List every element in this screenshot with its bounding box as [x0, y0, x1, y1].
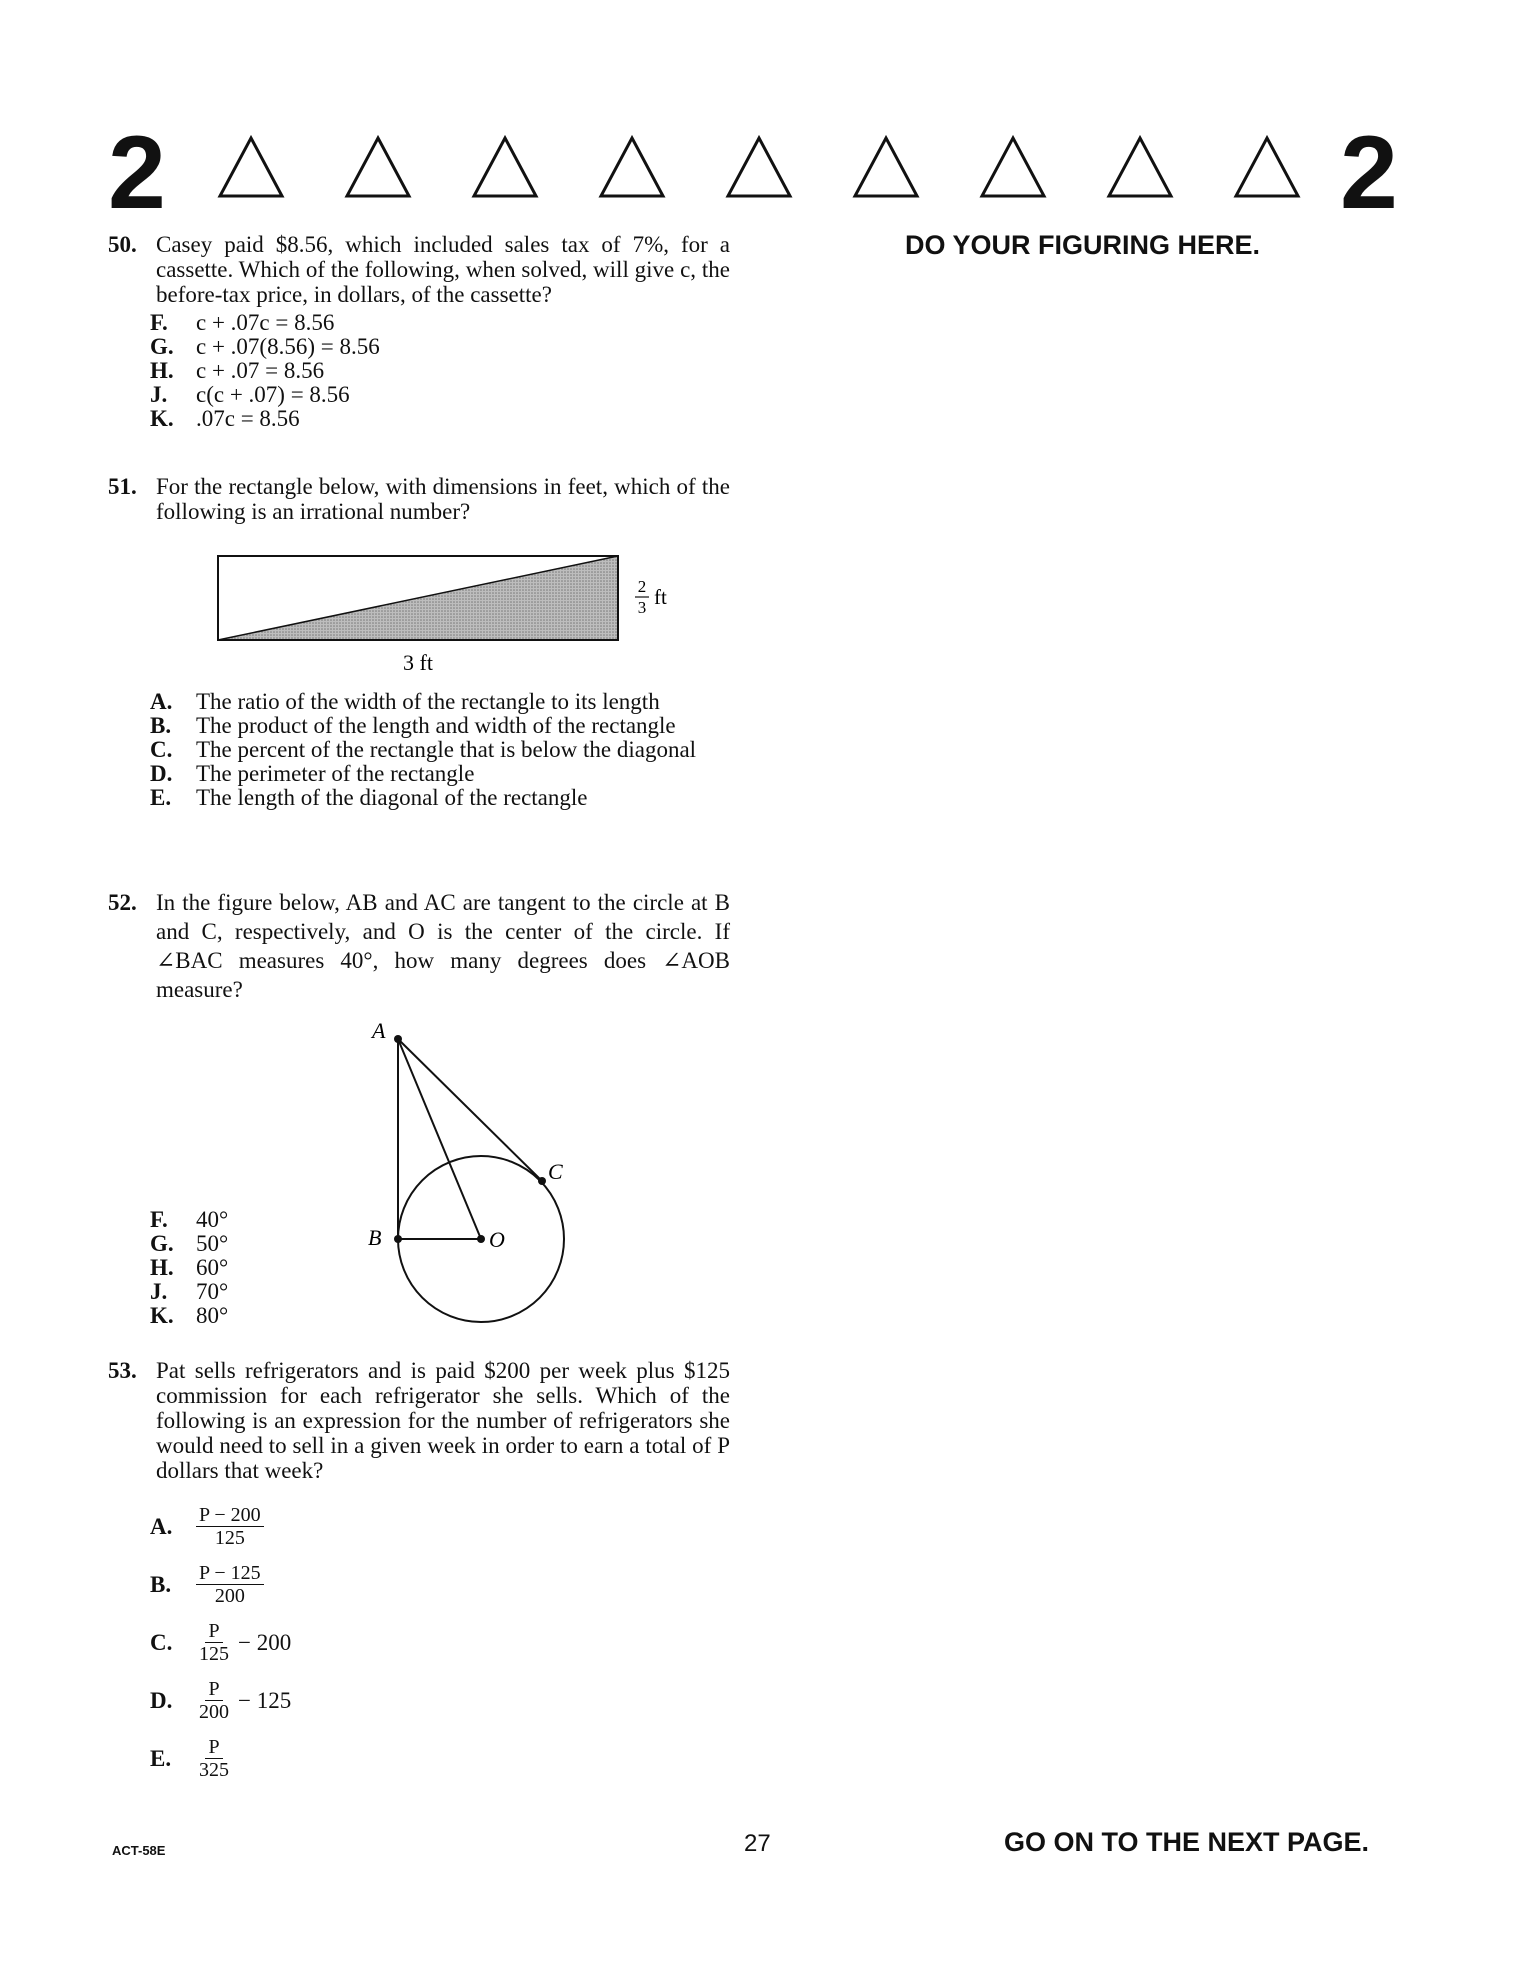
- answer-options: [150, 311, 730, 431]
- option-letter: B.: [150, 713, 172, 738]
- answer-option[interactable]: [150, 407, 730, 431]
- option-text: The perimeter of the rectangle: [196, 761, 475, 786]
- tangent-ac: [398, 1039, 542, 1181]
- option-letter: K.: [150, 406, 174, 431]
- option-text: c + .07 = 8.56: [196, 358, 325, 383]
- next-page-note: GO ON TO THE NEXT PAGE.: [1004, 1827, 1370, 1857]
- option-letter: G.: [150, 334, 174, 359]
- option-letter: C.: [150, 1629, 173, 1655]
- question-53: [108, 1358, 730, 1787]
- option-letter: C.: [150, 737, 173, 762]
- question-stem: For the rectangle below, with dimensions in feet, which of the following is an irrational number?: [156, 474, 730, 524]
- triangle-icon: [1105, 134, 1175, 200]
- section-header: [108, 115, 1408, 231]
- option-text: 50°: [196, 1231, 229, 1256]
- option-text: .07c = 8.56: [196, 406, 300, 431]
- section-number-left: 2: [108, 115, 166, 231]
- answer-option[interactable]: [150, 1497, 730, 1555]
- triangle-icon: [343, 134, 413, 200]
- option-text: c(c + .07) = 8.56: [196, 382, 350, 407]
- option-text: c + .07c = 8.56: [196, 310, 335, 335]
- option-text: The percent of the rectangle that is below the diagonal: [196, 737, 697, 762]
- option-letter: A.: [150, 689, 173, 714]
- answer-option[interactable]: [150, 1232, 730, 1256]
- option-letter: A.: [150, 1513, 173, 1539]
- option-letter: J.: [150, 1279, 168, 1304]
- answer-option[interactable]: [150, 311, 730, 335]
- answer-option[interactable]: [150, 1256, 730, 1280]
- question-number: 51.: [108, 474, 137, 499]
- option-text: The product of the length and width of the rectangle: [196, 713, 676, 738]
- triangle-icon: [724, 134, 794, 200]
- answer-option[interactable]: [150, 359, 730, 383]
- question-stem: Casey paid $8.56, which included sales tax of 7%, for a cassette. Which of the following, when solved, will give c, the before-tax price, in dollars, of the cassette?: [156, 232, 730, 307]
- fraction: $\frac{P - 200}{125}$: [196, 1504, 264, 1549]
- question-51-options: [108, 690, 730, 810]
- answer-option[interactable]: [150, 714, 730, 738]
- triangle-icon: [216, 134, 286, 200]
- question-number: 52.: [108, 890, 137, 915]
- option-text: 70°: [196, 1279, 229, 1304]
- answer-option[interactable]: [150, 690, 730, 714]
- option-letter: E.: [150, 785, 172, 810]
- answer-option[interactable]: [150, 738, 730, 762]
- width-label: 3 ft: [403, 650, 433, 675]
- option-letter: K.: [150, 1303, 174, 1328]
- option-letter: H.: [150, 358, 174, 383]
- option-text: The ratio of the width of the rectangle to its length: [196, 689, 660, 714]
- fraction: $\frac{P}{325}$: [199, 1735, 229, 1781]
- answer-option[interactable]: [150, 762, 730, 786]
- option-letter: D.: [150, 1687, 173, 1713]
- question-50: [108, 232, 730, 431]
- rectangle-figure: [210, 550, 690, 690]
- question-51: [108, 474, 730, 524]
- label-o: O: [489, 1227, 505, 1252]
- option-letter: E.: [150, 1745, 172, 1771]
- fraction: $\frac{P - 125}{200}$: [196, 1562, 264, 1607]
- fraction: $\frac{P}{125}$: [199, 1619, 229, 1665]
- answer-option[interactable]: [150, 786, 730, 810]
- answer-option[interactable]: [150, 383, 730, 407]
- answer-options: [150, 1208, 730, 1328]
- fraction: $\frac{P}{200}$: [199, 1677, 229, 1723]
- page-number: 27: [744, 1830, 771, 1857]
- question-52: [108, 888, 730, 1004]
- question-stem: In the figure below, AB and AC are tangent to the circle at B and C, respectively, and O is the center of the circle. If ∠BAC measures 40°, how many degrees does ∠AOB measure?: [156, 890, 730, 1002]
- option-text: 80°: [196, 1303, 229, 1328]
- answer-option[interactable]: [150, 1555, 730, 1613]
- question-number: 53.: [108, 1358, 137, 1383]
- answer-option[interactable]: [150, 335, 730, 359]
- option-text: c + .07(8.56) = 8.56: [196, 334, 380, 359]
- answer-option[interactable]: [150, 1280, 730, 1304]
- answer-options: [150, 1497, 730, 1787]
- question-number: 50.: [108, 232, 137, 257]
- answer-option[interactable]: D. $\frac{P}{200}$ − 125: [150, 1677, 292, 1723]
- option-letter: F.: [150, 1207, 168, 1232]
- triangle-icon: [470, 134, 540, 200]
- question-stem: Pat sells refrigerators and is paid $200 per week plus $125 commission for each refrigerator she sells. Which of the following is an expression for the number of refrigerators she would need to sell in a given week in order to earn a total of P dollars that week?: [156, 1358, 730, 1483]
- form-code: ACT-58E: [112, 1843, 166, 1858]
- option-letter: H.: [150, 1255, 174, 1280]
- option-letter: J.: [150, 382, 168, 407]
- height-numerator: 2: [637, 577, 647, 596]
- option-text: The length of the diagonal of the rectangle: [196, 785, 588, 810]
- triangle-icon: [978, 134, 1048, 200]
- triangle-icon: [851, 134, 921, 200]
- triangle-icon: [1232, 134, 1302, 200]
- section-number-right: 2: [1340, 115, 1398, 231]
- option-letter: F.: [150, 310, 168, 335]
- answer-option[interactable]: [150, 1729, 730, 1787]
- height-denominator: 3: [637, 598, 647, 617]
- answer-option[interactable]: [150, 1208, 730, 1232]
- option-letter: D.: [150, 761, 173, 786]
- triangle-icon: [597, 134, 667, 200]
- label-b: B: [368, 1225, 382, 1250]
- answer-options: [150, 690, 730, 810]
- label-a: A: [372, 1018, 386, 1043]
- question-52-options: [108, 1208, 730, 1328]
- option-letter: G.: [150, 1231, 174, 1256]
- answer-option[interactable]: [150, 1304, 730, 1328]
- figuring-area-label: DO YOUR FIGURING HERE.: [905, 230, 1261, 260]
- option-text: 40°: [196, 1207, 229, 1232]
- height-unit: ft: [654, 585, 667, 609]
- option-letter: B.: [150, 1571, 172, 1597]
- label-c: C: [548, 1159, 563, 1184]
- answer-option[interactable]: C. $\frac{P}{125}$ − 200: [150, 1619, 292, 1665]
- option-text: 60°: [196, 1255, 229, 1280]
